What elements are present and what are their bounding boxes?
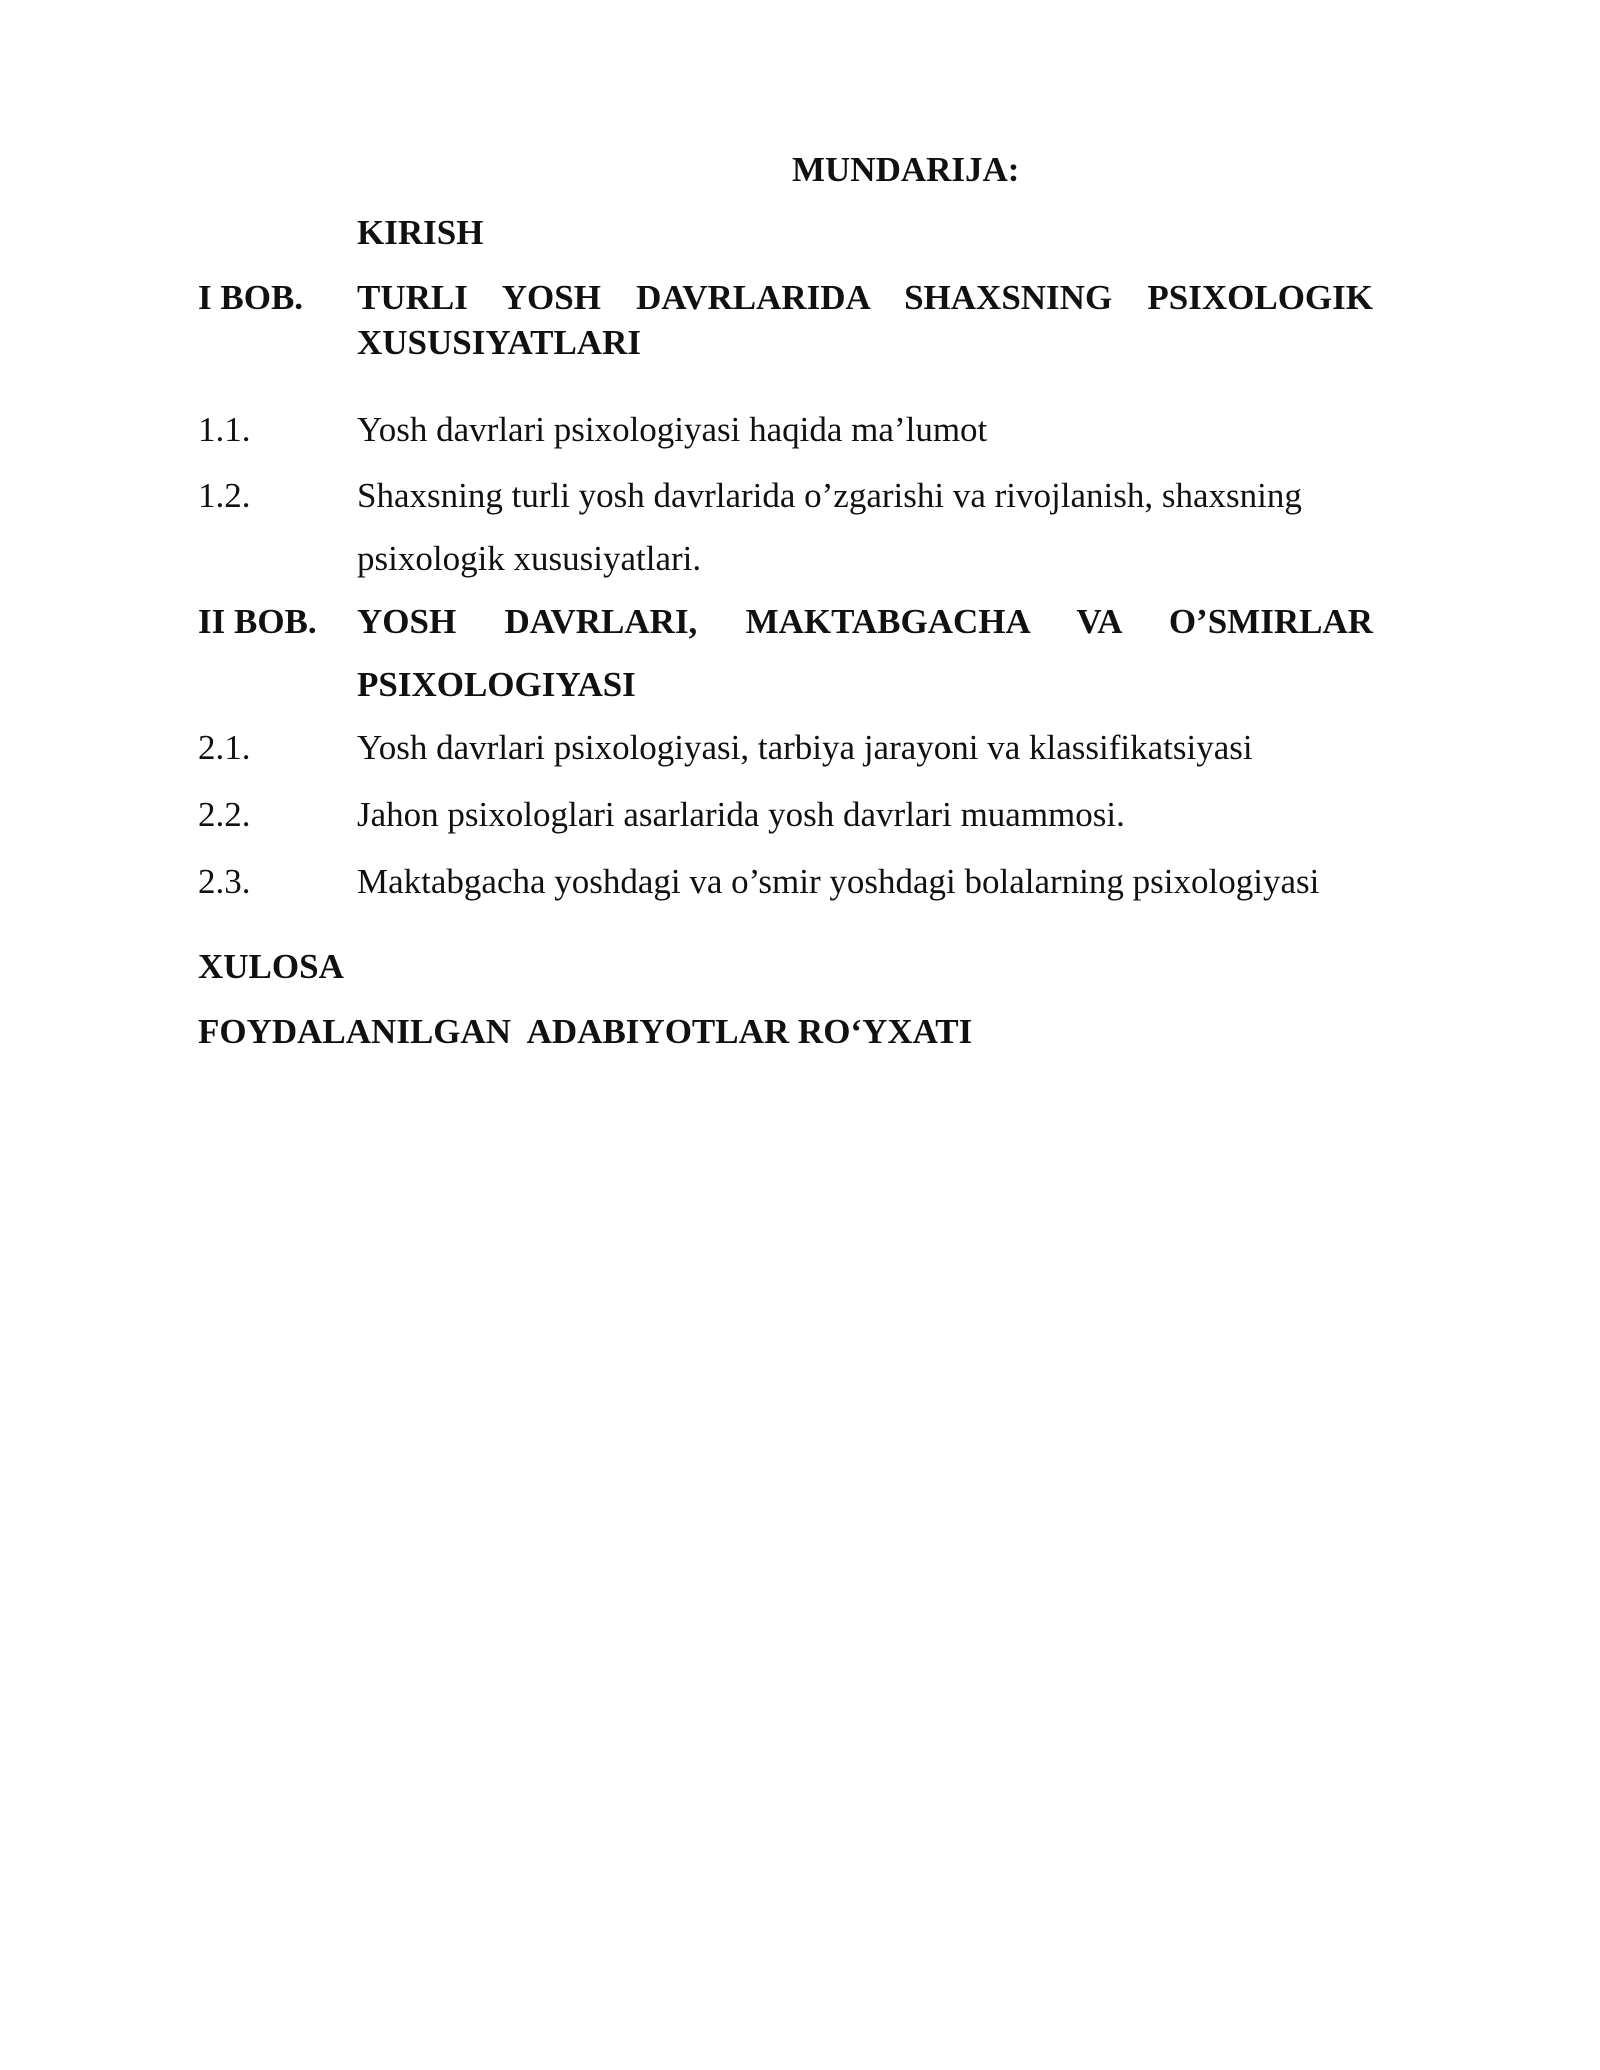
chapter-1-title-line1: TURLI YOSH DAVRLARIDA SHAXSNING PSIXOLOGIK [357, 278, 1373, 317]
section-2-3-text: Maktabgacha yoshdagi va o’smir yoshdagi bolalarning psixologiyasi [357, 862, 1320, 901]
section-1-1-number: 1.1. [198, 410, 251, 449]
section-1-1-text: Yosh davrlari psixologiyasi haqida ma’lumot [357, 410, 988, 449]
section-2-1-text: Yosh davrlari psixologiyasi, tarbiya jarayoni va klassifikatsiyasi [357, 728, 1253, 767]
chapter-1-label: I BOB. [198, 278, 304, 317]
section-1-2-text: Shaxsning turli yosh davrlarida o’zgarishi va rivojlanish, shaxsning [357, 476, 1302, 515]
section-2-2-text: Jahon psixologlari asarlarida yosh davrlari muammosi. [357, 795, 1125, 834]
section-2-1-number: 2.1. [198, 728, 251, 767]
section-2-2-number: 2.2. [198, 795, 251, 834]
section-1-2-number: 1.2. [198, 476, 251, 515]
toc-references: FOYDALANILGAN ADABIYOTLAR RO‘YXATI [198, 1012, 973, 1051]
toc-intro: KIRISH [357, 213, 484, 252]
chapter-2-label: II BOB. [198, 602, 317, 641]
chapter-1-title-line2: XUSUSIYATLARI [357, 323, 641, 362]
toc-conclusion: XULOSA [198, 947, 344, 986]
chapter-2-title-line1: YOSH DAVRLARI, MAKTABGACHA VA O’SMIRLAR [357, 602, 1373, 641]
toc-title: MUNDARIJA: [792, 150, 1020, 189]
chapter-2-title-line2: PSIXOLOGIYASI [357, 665, 636, 704]
section-1-2-text-continued: psixologik xususiyatlari. [357, 539, 702, 578]
section-2-3-number: 2.3. [198, 862, 251, 901]
